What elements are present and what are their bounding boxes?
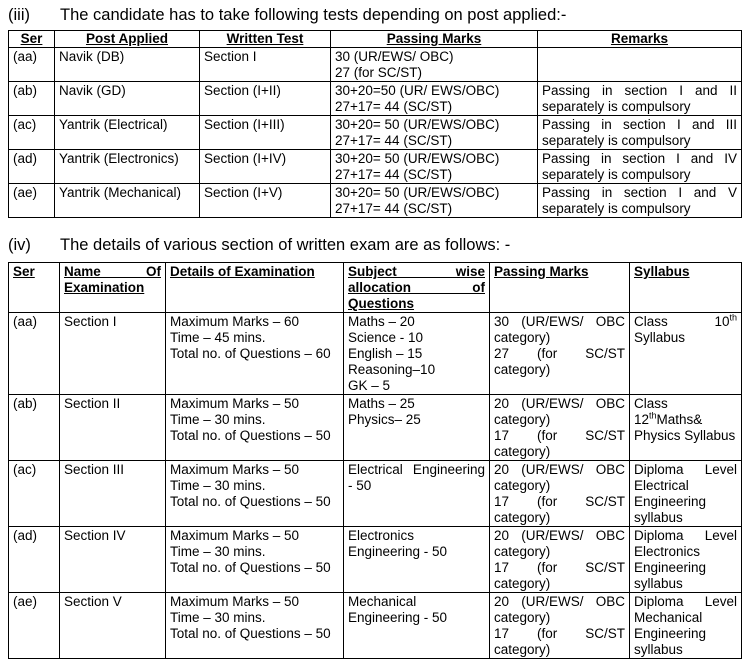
exam-sections-table bbox=[8, 262, 742, 659]
passing-marks-cell: 30+20= 50 (UR/EWS/OBC) 27+17= 44 (SC/ST) bbox=[331, 184, 538, 218]
syllabus-superscript: th bbox=[729, 312, 737, 323]
tests-row bbox=[9, 82, 742, 116]
passing-marks-cell: 20 (UR/EWS/ OBC category) 17 (for SC/ST category) bbox=[490, 593, 630, 659]
written-test-cell: Section (I+II) bbox=[200, 82, 331, 116]
exam-details-cell: Maximum Marks – 60 Time – 45 mins. Total no. of Questions – 60 bbox=[166, 313, 344, 395]
subject-allocation-cell: Maths – 25 Physics– 25 bbox=[344, 395, 490, 461]
ser-cell: (ad) bbox=[9, 527, 60, 593]
exam-name-cell: Section II bbox=[60, 395, 166, 461]
passing-marks-cell: 30+20= 50 (UR/EWS/OBC) 27+17= 44 (SC/ST) bbox=[331, 116, 538, 150]
remarks-cell: Passing in section I and V separately is compulsory bbox=[538, 184, 742, 218]
section-iii-number: (iii) bbox=[8, 6, 30, 24]
syllabus-text: Diploma Level Mechanical Engineering syllabus bbox=[634, 594, 737, 657]
syllabus-cell bbox=[630, 527, 742, 593]
exam-row bbox=[9, 313, 742, 395]
syllabus-text: Diploma Level Electronics Engineering syllabus bbox=[634, 528, 737, 591]
tests-header-test: Written Test bbox=[200, 31, 331, 48]
exam-header-name: Name Of Examination bbox=[60, 263, 166, 313]
section-iii-title: The candidate has to take following tests depending on post applied:- bbox=[60, 6, 567, 24]
tests-row bbox=[9, 48, 742, 82]
exam-header-marks: Passing Marks bbox=[490, 263, 630, 313]
ser-cell: (ae) bbox=[9, 593, 60, 659]
written-test-cell: Section I bbox=[200, 48, 331, 82]
syllabus-cell bbox=[630, 593, 742, 659]
exam-details-cell: Maximum Marks – 50 Time – 30 mins. Total no. of Questions – 50 bbox=[166, 395, 344, 461]
exam-header-subjects: Subject wise allocation of Questions bbox=[344, 263, 490, 313]
passing-marks-cell: 30+20= 50 (UR/EWS/OBC) 27+17= 44 (SC/ST) bbox=[331, 150, 538, 184]
syllabus-text-suffix: Maths& Physics Syllabus bbox=[634, 412, 736, 443]
tests-header-remarks: Remarks bbox=[538, 31, 742, 48]
tests-row bbox=[9, 184, 742, 218]
exam-row bbox=[9, 593, 742, 659]
ser-cell: (ad) bbox=[9, 150, 55, 184]
ser-cell: (ab) bbox=[9, 395, 60, 461]
post-applied-cell: Yantrik (Electronics) bbox=[55, 150, 200, 184]
exam-row bbox=[9, 395, 742, 461]
syllabus-cell bbox=[630, 313, 742, 395]
syllabus-text-suffix: Syllabus bbox=[634, 330, 686, 345]
ser-cell: (ac) bbox=[9, 116, 55, 150]
remarks-cell: Passing in section I and II separately is compulsory bbox=[538, 82, 742, 116]
post-applied-cell: Navik (DB) bbox=[55, 48, 200, 82]
exam-row bbox=[9, 527, 742, 593]
section-iii-heading bbox=[8, 6, 566, 25]
post-applied-cell: Yantrik (Mechanical) bbox=[55, 184, 200, 218]
subject-allocation-cell: Maths – 20 Science - 10 English – 15 Reasoning–10 GK – 5 bbox=[344, 313, 490, 395]
post-applied-cell: Yantrik (Electrical) bbox=[55, 116, 200, 150]
remarks-cell: Passing in section I and III separately is compulsory bbox=[538, 116, 742, 150]
section-iv-title: The details of various section of written exam are as follows: - bbox=[60, 236, 511, 254]
syllabus-cell bbox=[630, 395, 742, 461]
exam-row bbox=[9, 461, 742, 527]
written-test-cell: Section (I+III) bbox=[200, 116, 331, 150]
passing-marks-cell: 30 (UR/EWS/ OBC) 27 (for SC/ST) bbox=[331, 48, 538, 82]
tests-header-ser: Ser bbox=[9, 31, 55, 48]
passing-marks-cell: 30 (UR/EWS/ OBC category) 27 (for SC/ST category) bbox=[490, 313, 630, 395]
exam-details-cell: Maximum Marks – 50 Time – 30 mins. Total no. of Questions – 50 bbox=[166, 461, 344, 527]
written-test-cell: Section (I+IV) bbox=[200, 150, 331, 184]
section-iv-number: (iv) bbox=[8, 236, 31, 254]
ser-cell: (aa) bbox=[9, 48, 55, 82]
subject-allocation-cell: Electrical Engineering - 50 bbox=[344, 461, 490, 527]
ser-cell: (ac) bbox=[9, 461, 60, 527]
written-test-cell: Section (I+V) bbox=[200, 184, 331, 218]
passing-marks-cell: 20 (UR/EWS/ OBC category) 17 (for SC/ST category) bbox=[490, 395, 630, 461]
tests-row bbox=[9, 150, 742, 184]
exam-header-syllabus: Syllabus bbox=[630, 263, 742, 313]
passing-marks-cell: 20 (UR/EWS/ OBC category) 17 (for SC/ST category) bbox=[490, 527, 630, 593]
tests-header-marks: Passing Marks bbox=[331, 31, 538, 48]
syllabus-cell bbox=[630, 461, 742, 527]
section-iv-heading bbox=[8, 236, 510, 255]
exam-header-row bbox=[9, 263, 742, 313]
syllabus-text: Class 10 bbox=[634, 314, 730, 329]
ser-cell: (ae) bbox=[9, 184, 55, 218]
exam-name-cell: Section III bbox=[60, 461, 166, 527]
ser-cell: (ab) bbox=[9, 82, 55, 116]
exam-header-ser: Ser bbox=[9, 263, 60, 313]
syllabus-text: Class 12 bbox=[634, 396, 668, 427]
ser-cell: (aa) bbox=[9, 313, 60, 395]
tests-row bbox=[9, 116, 742, 150]
tests-header-post: Post Applied bbox=[55, 31, 200, 48]
exam-details-cell: Maximum Marks – 50 Time – 30 mins. Total no. of Questions – 50 bbox=[166, 527, 344, 593]
passing-marks-cell: 30+20=50 (UR/ EWS/OBC) 27+17= 44 (SC/ST) bbox=[331, 82, 538, 116]
syllabus-text: Diploma Level Electrical Engineering syllabus bbox=[634, 462, 737, 525]
tests-header-row bbox=[9, 31, 742, 48]
passing-marks-cell: 20 (UR/EWS/ OBC category) 17 (for SC/ST category) bbox=[490, 461, 630, 527]
remarks-cell: Passing in section I and IV separately is compulsory bbox=[538, 150, 742, 184]
exam-name-cell: Section I bbox=[60, 313, 166, 395]
exam-details-cell: Maximum Marks – 50 Time – 30 mins. Total no. of Questions – 50 bbox=[166, 593, 344, 659]
exam-name-cell: Section V bbox=[60, 593, 166, 659]
tests-table bbox=[8, 30, 742, 218]
exam-name-cell: Section IV bbox=[60, 527, 166, 593]
post-applied-cell: Navik (GD) bbox=[55, 82, 200, 116]
subject-allocation-cell: Mechanical Engineering - 50 bbox=[344, 593, 490, 659]
exam-header-details: Details of Examination bbox=[166, 263, 344, 313]
subject-allocation-cell: Electronics Engineering - 50 bbox=[344, 527, 490, 593]
syllabus-superscript: th bbox=[649, 410, 657, 421]
remarks-cell bbox=[538, 48, 742, 82]
